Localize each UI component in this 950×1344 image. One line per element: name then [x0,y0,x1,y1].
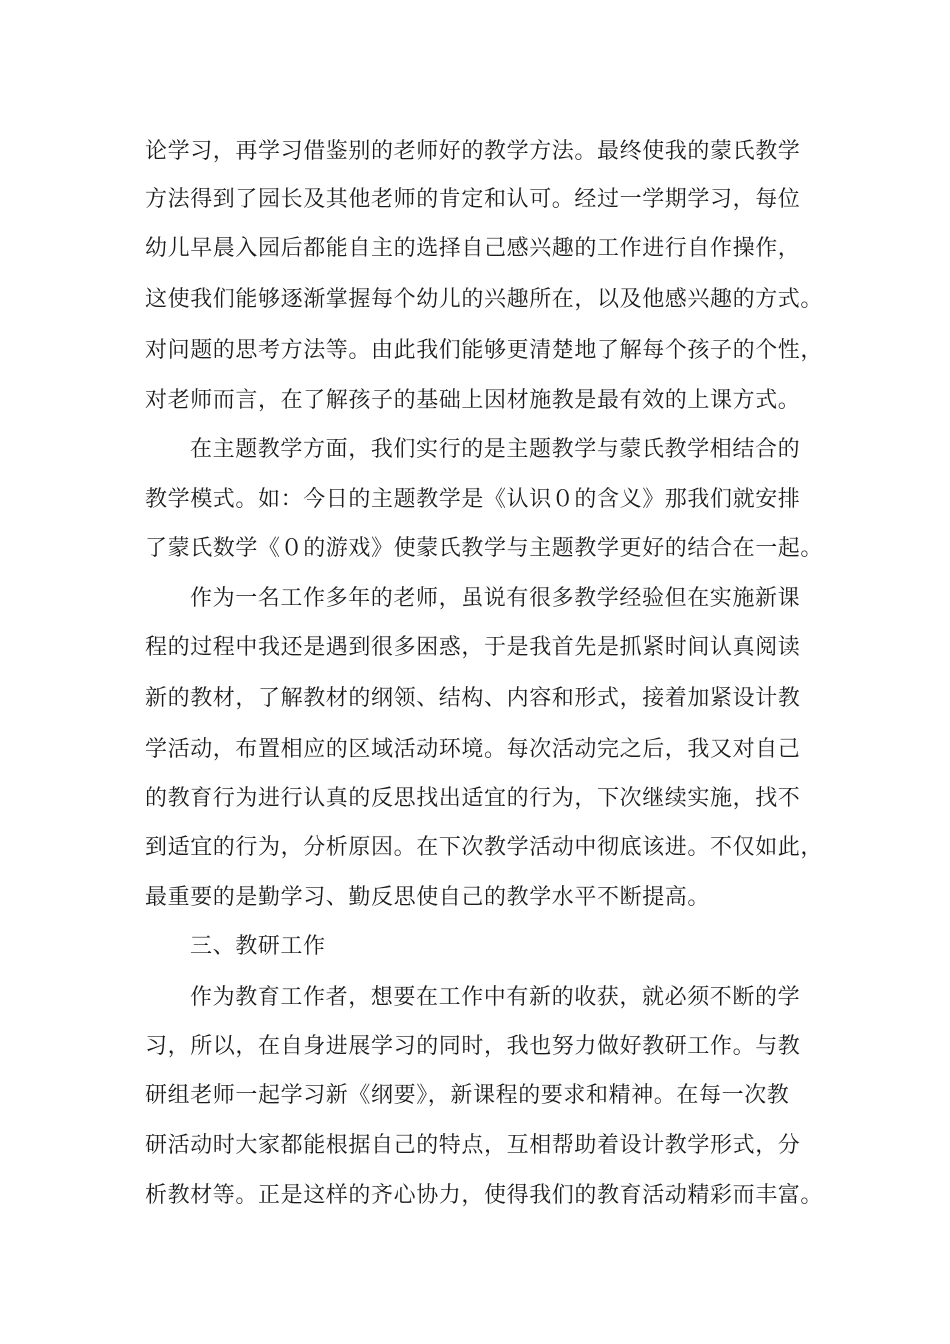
text-line: 最重要的是勤学习、勤反思使自己的教学水平不断提高。 [145,885,711,910]
text-line: 论学习，再学习借鉴别的老师好的教学方法。最终使我的蒙氏教学 [145,139,801,164]
text-line: 到适宜的行为，分析原因。在下次教学活动中彻底该进。不仅如此， [145,835,824,860]
text-line: 习，所以，在自身进展学习的同时，我也努力做好教研工作。与教 [145,1034,801,1059]
text-line: 析教材等。正是这样的齐心协力，使得我们的教育活动精彩而丰富。 [145,1183,824,1208]
text-line: 的教育行为进行认真的反思找出适宜的行为，下次继续实施，找不 [145,786,801,811]
section-heading: 三、教研工作 [190,934,326,959]
text-line: 方法得到了园长及其他老师的肯定和认可。经过一学期学习，每位 [145,187,801,212]
text-line: 新的教材，了解教材的纲领、结构、内容和形式，接着加紧设计教 [145,686,801,711]
paragraph-first-line: 在主题教学方面，我们实行的是主题教学与蒙氏教学相结合的 [190,437,801,462]
text-line: 教学模式。如：今日的主题教学是《认识０的含义》那我们就安排 [145,487,801,512]
text-line: 研活动时大家都能根据自己的特点，互相帮助着设计教学形式，分 [145,1133,801,1158]
text-line: 研组老师一起学习新《纲要》，新课程的要求和精神。在每一次教 [145,1083,790,1108]
paragraph-first-line: 作为教育工作者，想要在工作中有新的收获，就必须不断的学 [190,985,801,1010]
text-line: 学活动，布置相应的区域活动环境。每次活动完之后，我又对自己 [145,737,801,762]
text-line: 这使我们能够逐渐掌握每个幼儿的兴趣所在，以及他感兴趣的方式。 [145,287,824,312]
text-line: 对问题的思考方法等。由此我们能够更清楚地了解每个孩子的个性， [145,338,824,363]
text-line: 程的过程中我还是遇到很多困惑，于是我首先是抓紧时间认真阅读 [145,635,801,660]
paragraph-first-line: 作为一名工作多年的老师，虽说有很多教学经验但在实施新课 [190,586,801,611]
text-line: 了蒙氏数学《０的游戏》使蒙氏教学与主题教学更好的结合在一起。 [145,536,824,561]
text-line: 幼儿早晨入园后都能自主的选择自己感兴趣的工作进行自作操作， [145,236,801,261]
text-line: 对老师而言，在了解孩子的基础上因材施教是最有效的上课方式。 [145,388,801,413]
